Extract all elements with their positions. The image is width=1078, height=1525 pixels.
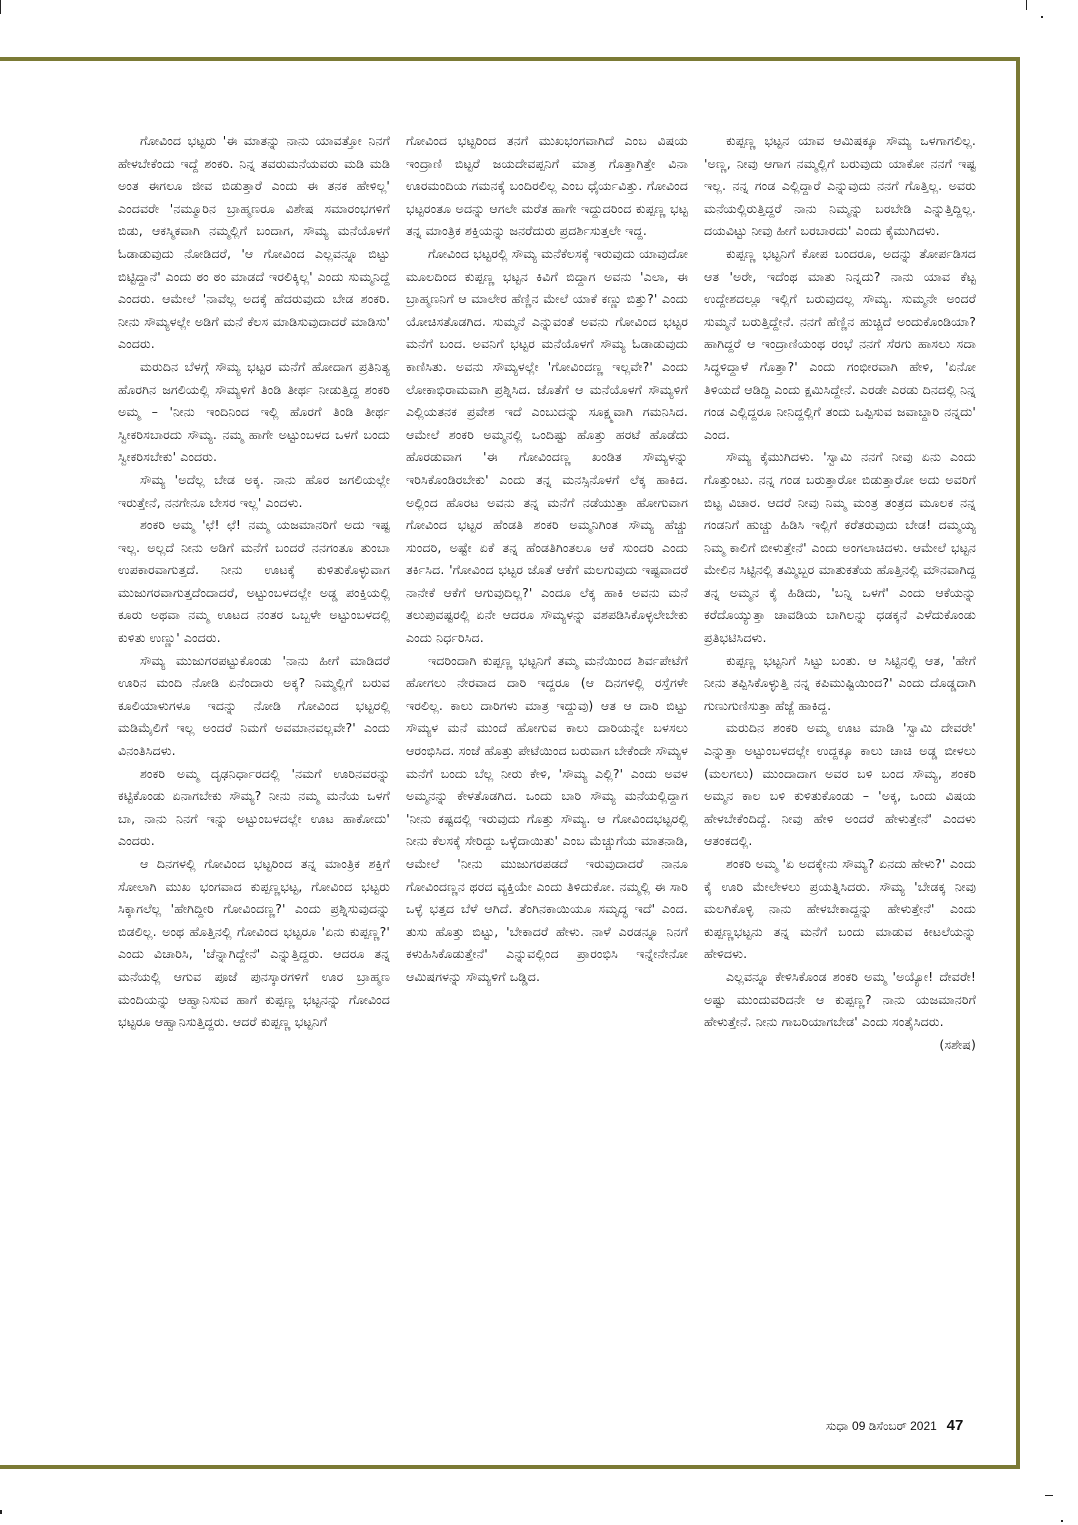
paragraph: ಮರುದಿನ ಶಂಕರಿ ಅಮ್ಮ ಊಟ ಮಾಡಿ 'ಸ್ವಾಮಿ ದೇವರೇ' ಎನ್ನುತ್ತಾ ಅಟ್ಟುಂಬಳದಲ್ಲೇ ಉದ್ದಕ್ಕೂ ಕಾಲು ಚಾಚಿ ಅಡ್ಡ ಬೀಳಲು (ಮಲಗಲು) ಮುಂದಾದಾಗ ಅವರ ಬಳಿ ಬಂದ ಸೌಮ್ಯ, ಶಂಕರಿ ಅಮ್ಮನ ಕಾಲ ಬಳಿ ಕುಳಿತುಕೊಂಡು – 'ಅಕ್ಕ, ಒಂದು ವಿಷಯ ಹೇಳಬೇಕೆಂದಿದ್ದೆ. ನೀವು ಹೇಳಿ ಅಂದರೆ ಹೇಳುತ್ತೇನೆ' ಎಂದಳು ಆತಂಕದಲ್ಲಿ. xyxy=(704,720,976,849)
paragraph: ಸೌಮ್ಯ 'ಅದೆಲ್ಲ ಬೇಡ ಅಕ್ಕ. ನಾನು ಹೊರ ಜಗಲಿಯಲ್ಲೇ ಇರುತ್ತೇನೆ, ನನಗೇನೂ ಬೇಸರ ಇಲ್ಲ' ಎಂದಳು. xyxy=(118,471,390,510)
page-number: 47 xyxy=(946,1417,964,1434)
to-be-continued-mark: (ಸಶೇಷ) xyxy=(939,1036,976,1052)
paragraph: ಮರುದಿನ ಬೆಳಗ್ಗೆ ಸೌಮ್ಯ ಭಟ್ಟರ ಮನೆಗೆ ಹೋದಾಗ ಪ್ರತಿನಿತ್ಯ ಹೊರಗಿನ ಜಗಲಿಯಲ್ಲಿ ಸೌಮ್ಯಳಿಗೆ ತಿಂಡಿ ತೀರ್ಥ ನೀಡುತ್ತಿದ್ದ ಶಂಕರಿ ಅಮ್ಮ – 'ನೀನು ಇಂದಿನಿಂದ ಇಲ್ಲಿ ಹೊರಗೆ ತಿಂಡಿ ತೀರ್ಥ ಸ್ವೀಕರಿಸಬಾರದು ಸೌಮ್ಯ. ನಮ್ಮ ಹಾಗೇ ಅಟ್ಟುಂಬಳದ ಒಳಗೆ ಬಂದು ಸ್ವೀಕರಿಸಬೇಕು' ಎಂದರು. xyxy=(118,358,390,465)
crop-mark-bottom-left xyxy=(0,1510,2,1514)
paragraph: ಆ ದಿನಗಳಲ್ಲಿ ಗೋವಿಂದ ಭಟ್ಟರಿಂದ ತನ್ನ ಮಾಂತ್ರಿಕ ಶಕ್ತಿಗೆ ಸೋಲಾಗಿ ಮುಖ ಭಂಗವಾದ ಕುಪ್ಪಣ್ಣಭಟ್ಟ, ಗೋವಿಂದ ಭಟ್ಟರು ಸಿಕ್ಕಾಗಲೆಲ್ಲ 'ಹೇಗಿದ್ದೀರಿ ಗೋವಿಂದಣ್ಣ?' ಎಂದು ಪ್ರಶ್ನಿಸುವುದನ್ನು ಬಿಡಲಿಲ್ಲ. ಅಂಥ ಹೊತ್ತಿನಲ್ಲಿ ಗೋವಿಂದ ಭಟ್ಟರೂ 'ಏನು ಕುಪ್ಪಣ್ಣ?' ಎಂದು ವಿಚಾರಿಸಿ, 'ಚೆನ್ನಾಗಿದ್ದೇನೆ' ಎನ್ನುತ್ತಿದ್ದರು. ಆದರೂ ತನ್ನ ಮನೆಯಲ್ಲಿ ಆಗುವ ಪೂಜೆ ಪುನಸ್ಕಾರಗಳಿಗೆ ಊರ ಬ್ರಾಹ್ಮಣ ಮಂದಿಯನ್ನು ಆಹ್ವಾನಿಸುವ ಹಾಗೆ ಕುಪ್ಪಣ್ಣ ಭಟ್ಟನನ್ನು ಗೋವಿಂದ ಭಟ್ಟರೂ ಆಹ್ವಾನಿಸುತ್ತಿದ್ದರು. ಆದರೆ ಕುಪ್ಪಣ್ಣ ಭಟ್ಟನಿಗೆ xyxy=(118,856,390,1030)
paragraph: ಗೋವಿಂದ ಭಟ್ಟರಲ್ಲಿ ಸೌಮ್ಯ ಮನೆಕೆಲಸಕ್ಕೆ ಇರುವುದು ಯಾವುದೋ ಮೂಲದಿಂದ ಕುಪ್ಪಣ್ಣ ಭಟ್ಟನ ಕಿವಿಗೆ ಬಿದ್ದಾಗ ಅವನು 'ಎಲಾ, ಈ ಬ್ರಾಹ್ಮಣನಿಗೆ ಆ ಮಾಲೇರ ಹೆಣ್ಣಿನ ಮೇಲೆ ಯಾಕೆ ಕಣ್ಣು ಬಿತ್ತು?' ಎಂದು ಯೋಚಿಸತೊಡಗಿದ. ಸುಮ್ಮನೆ ಎನ್ನುವಂತೆ ಅವನು ಗೋವಿಂದ ಭಟ್ಟರ ಮನೆಗೆ ಬಂದ. ಅವನಿಗೆ ಭಟ್ಟರ ಮನೆಯೊಳಗೆ ಸೌಮ್ಯ ಓಡಾಡುವುದು ಕಾಣಿಸಿತು. ಅವನು ಸೌಮ್ಯಳಲ್ಲೇ 'ಗೋವಿಂದಣ್ಣ ಇಲ್ಲವೇ?' ಎಂದು ಲೋಕಾಭಿರಾಮವಾಗಿ ಪ್ರಶ್ನಿಸಿದ. ಜೊತೆಗೆ ಆ ಮನೆಯೊಳಗೆ ಸೌಮ್ಯಳಿಗೆ ಎಲ್ಲಿಯತನಕ ಪ್ರವೇಶ ಇದೆ ಎಂಬುದನ್ನು ಸೂಕ್ಷ್ಮವಾಗಿ ಗಮನಿಸಿದ. ಆಮೇಲೆ ಶಂಕರಿ ಅಮ್ಮನಲ್ಲಿ ಒಂದಿಷ್ಟು ಹೊತ್ತು ಹರಟೆ ಹೊಡೆದು ಹೊರಡುವಾಗ 'ಈ ಗೋವಿಂದಣ್ಣ ಖಂಡಿತ ಸೌಮ್ಯಳನ್ನು ಇರಿಸಿಕೊಂಡಿರಬೇಕು' ಎಂದು ತನ್ನ ಮನಸ್ಸಿನೊಳಗೆ ಲೆಕ್ಕ ಹಾಕಿದ. ಅಲ್ಲಿಂದ ಹೊರಟ ಅವನು ತನ್ನ ಮನೆಗೆ ನಡೆಯುತ್ತಾ ಹೋಗುವಾಗ ಗೋವಿಂದ ಭಟ್ಟರ ಹೆಂಡತಿ ಶಂಕರಿ ಅಮ್ಮನಿಗಿಂತ ಸೌಮ್ಯ ಹೆಚ್ಚು ಸುಂದರಿ, ಅಷ್ಟೇ ಏಕೆ ತನ್ನ ಹೆಂಡತಿಗಿಂತಲೂ ಆಕೆ ಸುಂದರಿ ಎಂದು ತರ್ಕಿಸಿದ. 'ಗೋವಿಂದ ಭಟ್ಟರ ಜೊತೆ ಆಕೆಗೆ ಮಲಗುವುದು ಇಷ್ಟವಾದರೆ ನಾನೇಕೆ ಆಕೆಗೆ ಆಗುವುದಿಲ್ಲ?' ಎಂದೂ ಲೆಕ್ಕ ಹಾಕಿ ಅವನು ಮನೆ ತಲುಪುವಷ್ಟರಲ್ಲಿ ಏನೇ ಆದರೂ ಸೌಮ್ಯಳನ್ನು ವಶಪಡಿಸಿಕೊಳ್ಳಲೇಬೇಕು ಎಂದು ನಿರ್ಧರಿಸಿದ. xyxy=(406,245,688,646)
paragraph: ಶಂಕರಿ ಅಮ್ಮ 'ಛೆ! ಛೆ! ನಮ್ಮ ಯಜಮಾನರಿಗೆ ಅದು ಇಷ್ಟ ಇಲ್ಲ. ಅಲ್ಲದೆ ನೀನು ಅಡಿಗೆ ಮನೆಗೆ ಬಂದರೆ ನನಗಂತೂ ತುಂಬಾ ಉಪಕಾರವಾಗುತ್ತದೆ. ನೀನು ಊಟಕ್ಕೆ ಕುಳಿತುಕೊಳ್ಳುವಾಗ ಮುಜುಗರವಾಗುತ್ತದೆಂದಾದರೆ, ಅಟ್ಟುಂಬಳದಲ್ಲೇ ಅಡ್ಡ ಪಂಕ್ತಿಯಲ್ಲಿ ಕೂರು ಅಥವಾ ನಮ್ಮ ಊಟದ ನಂತರ ಒಬ್ಬಳೇ ಅಟ್ಟುಂಬಳದಲ್ಲಿ ಕುಳಿತು ಉಣ್ಣು' ಎಂದರು. xyxy=(118,517,390,646)
article-column-3 xyxy=(704,130,976,1400)
crop-mark-bottom-right-dot xyxy=(1061,1520,1063,1522)
issue-date: 09 ಡಿಸೆಂಬರ್ 2021 xyxy=(852,1419,937,1433)
paragraph: ಗೋವಿಂದ ಭಟ್ಟರು 'ಈ ಮಾತನ್ನು ನಾನು ಯಾವತ್ತೋ ನಿನಗೆ ಹೇಳಬೇಕೆಂದು ಇದ್ದೆ ಶಂಕರಿ. ನಿನ್ನ ತವರುಮನೆಯವರು ಮಡಿ ಮಡಿ ಅಂತ ಈಗಲೂ ಜೀವ ಬಿಡುತ್ತಾರೆ ಎಂದು ಈ ತನಕ ಹೇಳಿಲ್ಲ' ಎಂದವರೇ 'ನಮ್ಮೂರಿನ ಬ್ರಾಹ್ಮಣರೂ ವಿಶೇಷ ಸಮಾರಂಭಗಳಿಗೆ ಬಿಡು, ಆಕಸ್ಮಿಕವಾಗಿ ನಮ್ಮಲ್ಲಿಗೆ ಬಂದಾಗ, ಸೌಮ್ಯ ಮನೆಯೊಳಗೆ ಓಡಾಡುವುದು ನೋಡಿದರೆ, 'ಆ ಗೋವಿಂದ ಎಲ್ಲವನ್ನೂ ಬಿಟ್ಟು ಬಿಟ್ಟಿದ್ದಾನೆ' ಎಂದು ಠಂ ಠಂ ಮಾಡದೆ ಇರಲಿಕ್ಕಿಲ್ಲ' ಎಂದು ಸುಮ್ಮನಿದ್ದೆ ಎಂದರು. ಆಮೇಲೆ 'ನಾವೆಲ್ಲ ಅದಕ್ಕೆ ಹೆದರುವುದು ಬೇಡ ಶಂಕರಿ. ನೀನು ಸೌಮ್ಯಳಲ್ಲೇ ಅಡಿಗೆ ಮನೆ ಕೆಲಸ ಮಾಡಿಸುವುದಾದರೆ ಮಾಡಿಸು' ಎಂದರು. xyxy=(118,133,390,352)
paragraph: ಶಂಕರಿ ಅಮ್ಮ 'ಏ ಅದಕ್ಕೇನು ಸೌಮ್ಯ? ಏನದು ಹೇಳು?' ಎಂದು ಕೈ ಊರಿ ಮೇಲೇಳಲು ಪ್ರಯತ್ನಿಸಿದರು. ಸೌಮ್ಯ 'ಬೇಡಕ್ಕ ನೀವು ಮಲಗಿಕೊಳ್ಳಿ ನಾನು ಹೇಳಬೇಕಾದ್ದನ್ನು ಹೇಳುತ್ತೇನೆ' ಎಂದು ಕುಪ್ಪಣ್ಣಭಟ್ಟನು ತನ್ನ ಮನೆಗೆ ಬಂದು ಮಾಡುವ ಕೀಟಲೆಯನ್ನು ಹೇಳಿದಳು. xyxy=(704,856,976,962)
magazine-name: ಸುಧಾ xyxy=(826,1419,849,1433)
paragraph: ಇದರಿಂದಾಗಿ ಕುಪ್ಪಣ್ಣ ಭಟ್ಟನಿಗೆ ತಮ್ಮ ಮನೆಯಿಂದ ಶಿರ್ವಪೇಟೆಗೆ ಹೋಗಲು ನೇರವಾದ ದಾರಿ ಇದ್ದರೂ (ಆ ದಿನಗಳಲ್ಲಿ ರಸ್ತೆಗಳೇ ಇರಲಿಲ್ಲ. ಕಾಲು ದಾರಿಗಳು ಮಾತ್ರ ಇದ್ದುವು) ಆತ ಆ ದಾರಿ ಬಿಟ್ಟು ಸೌಮ್ಯಳ ಮನೆ ಮುಂದೆ ಹೋಗುವ ಕಾಲು ದಾರಿಯನ್ನೇ ಬಳಸಲು ಆರಂಭಿಸಿದ. ಸಂಜೆ ಹೊತ್ತು ಪೇಟೆಯಿಂದ ಬರುವಾಗ ಬೇಕೆಂದೇ ಸೌಮ್ಯಳ ಮನೆಗೆ ಬಂದು ಬೆಲ್ಲ ನೀರು ಕೇಳಿ, 'ಸೌಮ್ಯ ಎಲ್ಲಿ?' ಎಂದು ಅವಳ ಅಮ್ಮನನ್ನು ಕೇಳತೊಡಗಿದ. ಒಂದು ಬಾರಿ ಸೌಮ್ಯ ಮನೆಯಲ್ಲಿದ್ದಾಗ 'ನೀನು ಕಷ್ಟದಲ್ಲಿ ಇರುವುದು ಗೊತ್ತು ಸೌಮ್ಯ. ಆ ಗೋವಿಂದಭಟ್ಟರಲ್ಲಿ ನೀನು ಕೆಲಸಕ್ಕೆ ಸೇರಿದ್ದು ಒಳ್ಳೆದಾಯಿತು' ಎಂಬ ಮೆಚ್ಚುಗೆಯ ಮಾತನಾಡಿ, ಆಮೇಲೆ 'ನೀನು ಮುಜುಗರಪಡದೆ ಇರುವುದಾದರೆ ನಾನೂ ಗೋವಿಂದಣ್ಣನ ಥರದ ವ್ಯಕ್ತಿಯೇ ಎಂದು ತಿಳಿದುಕೋ. ನಮ್ಮಲ್ಲಿ ಈ ಸಾರಿ ಒಳ್ಳೆ ಭತ್ತದ ಬೆಳೆ ಆಗಿದೆ. ತೆಂಗಿನಕಾಯಿಯೂ ಸಮೃದ್ಧ ಇದೆ' ಎಂದ. ತುಸು ಹೊತ್ತು ಬಿಟ್ಟು, 'ಬೇಕಾದರೆ ಹೇಳು. ನಾಳೆ ಎರಡನ್ನೂ ನಿನಗೆ ಕಳುಹಿಸಿಕೊಡುತ್ತೇನೆ' ಎನ್ನುವಲ್ಲಿಂದ ಪ್ರಾರಂಭಿಸಿ ಇನ್ನೇನೇನೋ ಆಮಿಷಗಳನ್ನು ಸೌಮ್ಯಳಿಗೆ ಒಡ್ಡಿದ. xyxy=(406,652,688,984)
paragraph: ಗೋವಿಂದ ಭಟ್ಟರಿಂದ ತನಗೆ ಮುಖಭಂಗವಾಗಿದೆ ಎಂಬ ವಿಷಯ ಇಂದ್ರಾಣಿ ಬಿಟ್ಟರೆ ಜಯದೇವಪ್ಪನಿಗೆ ಮಾತ್ರ ಗೊತ್ತಾಗಿತ್ತೇ ವಿನಾ ಊರಮಂದಿಯ ಗಮನಕ್ಕೆ ಬಂದಿರಲಿಲ್ಲ ಎಂಬ ಧೈರ್ಯವಿತ್ತು. ಗೋವಿಂದ ಭಟ್ಟರಂತೂ ಅದನ್ನು ಆಗಲೇ ಮರೆತ ಹಾಗೇ ಇದ್ದುದರಿಂದ ಕುಪ್ಪಣ್ಣ ಭಟ್ಟ ತನ್ನ ಮಾಂತ್ರಿಕ ಶಕ್ತಿಯನ್ನು ಜನರೆದುರು ಪ್ರದರ್ಶಿಸುತ್ತಲೇ ಇದ್ದ. xyxy=(406,133,688,239)
paragraph: ಶಂಕರಿ ಅಮ್ಮ ದೃಢನಿರ್ಧಾರದಲ್ಲಿ 'ನಮಗೆ ಊರಿನವರನ್ನು ಕಟ್ಟಿಕೊಂಡು ಏನಾಗಬೇಕು ಸೌಮ್ಯ? ನೀನು ನಮ್ಮ ಮನೆಯ ಒಳಗೆ ಬಾ, ನಾನು ನಿನಗೆ ಇನ್ನು ಅಟ್ಟುಂಬಳದಲ್ಲೇ ಊಟ ಹಾಕೋದು' ಎಂದರು. xyxy=(118,765,390,849)
paragraph: ಎಲ್ಲವನ್ನೂ ಕೇಳಿಸಿಕೊಂಡ ಶಂಕರಿ ಅಮ್ಮ 'ಅಯ್ಯೋ! ದೇವರೇ! ಅಷ್ಟು ಮುಂದುವರಿದನೇ ಆ ಕುಪ್ಪಣ್ಣ? ನಾನು ಯಜಮಾನರಿಗೆ ಹೇಳುತ್ತೇನೆ. ನೀನು ಗಾಬರಿಯಾಗಬೇಡ' ಎಂದು ಸಂತೈಸಿದರು. xyxy=(704,968,976,1030)
article-column-1 xyxy=(118,130,390,1400)
crop-mark-top-left xyxy=(0,0,1,14)
crop-mark-bottom-right xyxy=(1045,1495,1053,1496)
crop-mark-top-right xyxy=(1026,0,1027,10)
page-frame-right xyxy=(1016,57,1020,1469)
paragraph: ಕುಪ್ಪಣ್ಣ ಭಟ್ಟನಿಗೆ ಕೋಪ ಬಂದರೂ, ಅದನ್ನು ತೋರ್ಪಡಿಸದ ಆತ 'ಅರೇ, ಇದೆಂಥ ಮಾತು ನಿನ್ನದು? ನಾನು ಯಾವ ಕೆಟ್ಟ ಉದ್ದೇಶದಲ್ಲೂ ಇಲ್ಲಿಗೆ ಬರುವುದಲ್ಲ ಸೌಮ್ಯ. ಸುಮ್ಮನೇ ಅಂದರೆ ಸುಮ್ಮನೆ ಬರುತ್ತಿದ್ದೇನೆ. ನನಗೆ ಹೆಣ್ಣಿನ ಹುಚ್ಚಿದೆ ಅಂದುಕೊಂಡಿಯಾ? ಹಾಗಿದ್ದರೆ ಆ ಇಂದ್ರಾಣಿಯಂಥ ರಂಭೆ ನನಗೆ ಸೆರಗು ಹಾಸಲು ಸದಾ ಸಿದ್ಧಳಿದ್ದಾಳೆ ಗೊತ್ತಾ?' ಎಂದು ಗಂಭೀರವಾಗಿ ಹೇಳಿ, 'ಏನೋ ತಿಳಿಯದೆ ಆಡಿದ್ದಿ ಎಂದು ಕ್ಷಮಿಸಿದ್ದೇನೆ. ಎರಡೇ ಎರಡು ದಿನದಲ್ಲಿ ನಿನ್ನ ಗಂಡ ಎಲ್ಲಿದ್ದರೂ ನೀನಿದ್ದಲ್ಲಿಗೆ ತಂದು ಒಪ್ಪಿಸುವ ಜವಾಬ್ದಾರಿ ನನ್ನದು' ಎಂದ. xyxy=(704,245,976,442)
article-column-2 xyxy=(406,130,688,1400)
paragraph: ಕುಪ್ಪಣ್ಣ ಭಟ್ಟನ ಯಾವ ಆಮಿಷಕ್ಕೂ ಸೌಮ್ಯ ಒಳಗಾಗಲಿಲ್ಲ. 'ಅಣ್ಣ, ನೀವು ಆಗಾಗ ನಮ್ಮಲ್ಲಿಗೆ ಬರುವುದು ಯಾಕೋ ನನಗೆ ಇಷ್ಟ ಇಲ್ಲ. ನನ್ನ ಗಂಡ ಎಲ್ಲಿದ್ದಾರೆ ಎನ್ನುವುದು ನನಗೆ ಗೊತ್ತಿಲ್ಲ. ಅವರು ಮನೆಯಲ್ಲಿರುತ್ತಿದ್ದರೆ ನಾನು ನಿಮ್ಮನ್ನು ಬರಬೇಡಿ ಎನ್ನುತ್ತಿದ್ದಿಲ್ಲ. ದಯವಿಟ್ಟು ನೀವು ಹೀಗೆ ಬರಬಾರದು' ಎಂದು ಕೈಮುಗಿದಳು. xyxy=(704,133,976,239)
page-frame-top xyxy=(0,57,1020,61)
page-footer xyxy=(826,1417,963,1434)
article-body xyxy=(118,130,976,1400)
paragraph: ಸೌಮ್ಯ ಮುಜುಗರಪಟ್ಟುಕೊಂಡು 'ನಾನು ಹೀಗೆ ಮಾಡಿದರೆ ಊರಿನ ಮಂದಿ ನೋಡಿ ಏನೆಂದಾರು ಅಕ್ಕ? ನಿಮ್ಮಲ್ಲಿಗೆ ಬರುವ ಕೂಲಿಯಾಳುಗಳೂ ಇದನ್ನು ನೋಡಿ ಗೋವಿಂದ ಭಟ್ಟರಲ್ಲಿ ಮಡಿಮೈಲಿಗೆ ಇಲ್ಲ ಅಂದರೆ ನಿಮಗೆ ಅವಮಾನವಲ್ಲವೇ?' ಎಂದು ವಿನಂತಿಸಿದಳು. xyxy=(118,652,390,759)
paragraph: ಸೌಮ್ಯ ಕೈಮುಗಿದಳು. 'ಸ್ವಾಮಿ ನನಗೆ ನೀವು ಏನು ಎಂದು ಗೊತ್ತುಂಟು. ನನ್ನ ಗಂಡ ಬರುತ್ತಾರೋ ಬಿಡುತ್ತಾರೋ ಅದು ಅವರಿಗೆ ಬಿಟ್ಟ ವಿಚಾರ. ಆದರೆ ನೀವು ನಿಮ್ಮ ಮಂತ್ರ ತಂತ್ರದ ಮೂಲಕ ನನ್ನ ಗಂಡನಿಗೆ ಹುಚ್ಚು ಹಿಡಿಸಿ ಇಲ್ಲಿಗೆ ಕರೆತರುವುದು ಬೇಡ! ದಮ್ಮಯ್ಯ ನಿಮ್ಮ ಕಾಲಿಗೆ ಬೀಳುತ್ತೇನೆ' ಎಂದು ಅಂಗಲಾಚಿದಳು. ಆಮೇಲೆ ಭಟ್ಟನ ಮೇಲಿನ ಸಿಟ್ಟಿನಲ್ಲಿ ತಮ್ಮಿಬ್ಬರ ಮಾತುಕತೆಯ ಹೊತ್ತಿನಲ್ಲಿ ಮೌನವಾಗಿದ್ದ ತನ್ನ ಅಮ್ಮನ ಕೈ ಹಿಡಿದು, 'ಬನ್ನಿ ಒಳಗೆ' ಎಂದು ಆಕೆಯನ್ನು ಕರೆದೊಯ್ಯುತ್ತಾ ಚಾವಡಿಯ ಬಾಗಿಲನ್ನು ಧಡಕ್ಕನೆ ಎಳೆದುಕೊಂಡು ಪ್ರತಿಭಟಿಸಿದಳು. xyxy=(704,449,976,646)
page-frame-bottom xyxy=(0,1465,1020,1469)
crop-mark-top-right-dot xyxy=(1041,16,1043,18)
paragraph: ಕುಪ್ಪಣ್ಣ ಭಟ್ಟನಿಗೆ ಸಿಟ್ಟು ಬಂತು. ಆ ಸಿಟ್ಟಿನಲ್ಲಿ ಆತ, 'ಹೇಗೆ ನೀನು ತಪ್ಪಿಸಿಕೊಳ್ಳುತ್ತಿ ನನ್ನ ಕಪಿಮುಷ್ಟಿಯಿಂದ?' ಎಂದು ದೊಡ್ಡದಾಗಿ ಗುಣುಗುಣಿಸುತ್ತಾ ಹೆಜ್ಜೆ ಹಾಕಿದ್ದ. xyxy=(704,652,976,713)
